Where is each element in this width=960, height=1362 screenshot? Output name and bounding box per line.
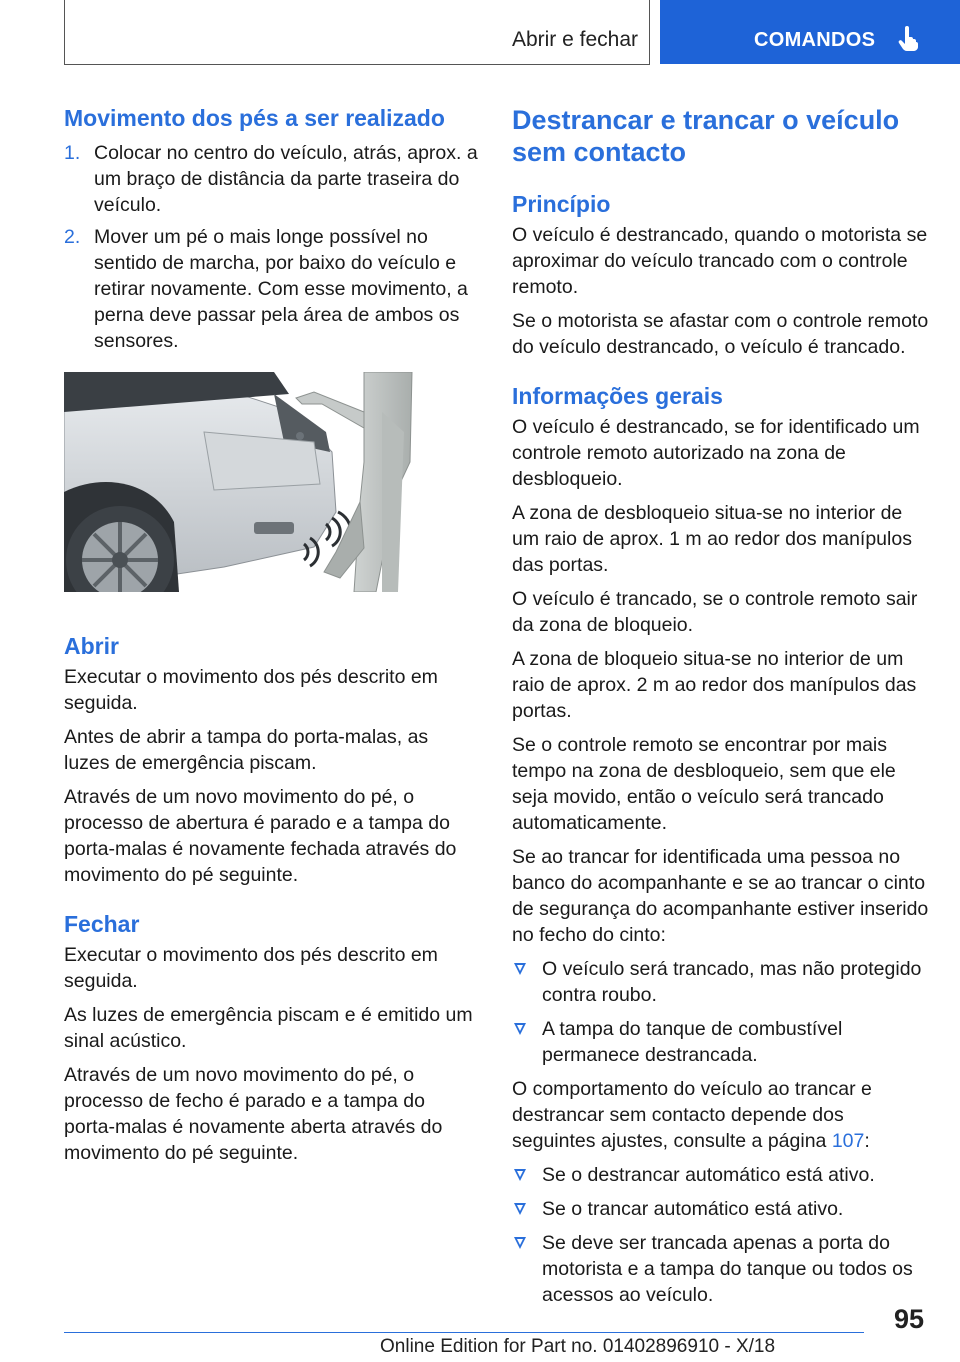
- foot-gesture-illustration: [64, 372, 418, 592]
- triangle-bullet-icon: [514, 1203, 526, 1215]
- open-paragraph: Antes de abrir a tampa do porta-malas, as luzes de emergência piscam.: [64, 726, 429, 774]
- heading-principle: Princípio: [512, 191, 611, 217]
- settings-intro-colon: :: [864, 1130, 870, 1152]
- list-item-text: A tampa do tanque de combustível permanece destrancada.: [542, 1018, 843, 1066]
- triangle-bullet-icon: [514, 1237, 526, 1249]
- step-number: 2.: [64, 226, 81, 248]
- general-paragraph: Se o controle remoto se encontrar por mais tempo na zona de desbloqueio, sem que ele seja movido, então o veículo será trancado automaticamente.: [512, 734, 896, 834]
- page-number: 95: [894, 1304, 925, 1334]
- heading-open: Abrir: [64, 633, 119, 659]
- close-paragraph: As luzes de emergência piscam e é emitido um sinal acústico.: [64, 1004, 473, 1052]
- settings-intro-paragraph: [512, 1076, 932, 1154]
- open-paragraph: Executar o movimento dos pés descrito em seguida.: [64, 666, 438, 714]
- close-paragraph: Através de um novo movimento do pé, o processo de fecho é parado e a tampa do porta-malas é novamente aberta através do movimento do pé seguinte.: [64, 1064, 443, 1164]
- triangle-bullet-icon: [514, 1169, 526, 1181]
- heading-general: Informações gerais: [512, 383, 723, 409]
- list-item: [512, 956, 932, 1008]
- list-item: [64, 140, 478, 218]
- footer-edition: Online Edition for Part no. 01402896910 - X/18: [380, 1336, 776, 1357]
- list-item-text: Se o trancar automático está ativo.: [542, 1198, 844, 1220]
- triangle-bullet-icon: [514, 1023, 526, 1035]
- open-paragraph: Através de um novo movimento do pé, o processo de abertura é parado e a tampa do porta-malas é novamente fechada através do movimento do pé seguinte.: [64, 786, 457, 886]
- principle-paragraph: Se o motorista se afastar com o controle remoto do veículo destrancado, o veículo é trancado.: [512, 310, 929, 358]
- right-column: [512, 104, 932, 1316]
- list-item: [512, 1016, 932, 1068]
- header-section-title: Abrir e fechar: [511, 28, 638, 51]
- chapter-tab-label: COMANDOS: [754, 29, 876, 51]
- list-item-text: Se o destrancar automático está ativo.: [542, 1164, 875, 1186]
- movement-steps: [64, 140, 478, 354]
- step-text: Mover um pé o mais longe possível no sentido de marcha, por baixo do veículo e retirar novamente. Com esse movimento, a perna deve passar pela área de ambos os sensores.: [94, 226, 468, 352]
- header-divider-mid: [649, 0, 650, 64]
- step-number: 1.: [64, 142, 81, 164]
- step-text: Colocar no centro do veículo, atrás, aprox. a um braço de distância da parte traseira do veículo.: [94, 142, 478, 216]
- heading-movement: Movimento dos pés a ser realizado: [64, 105, 445, 131]
- page-reference-link[interactable]: 107: [831, 1130, 865, 1152]
- settings-list: [512, 1162, 932, 1308]
- passenger-conditions-list: [512, 956, 932, 1068]
- principle-paragraph: O veículo é destrancado, quando o motorista se aproximar do veículo trancado com o controle remoto.: [512, 224, 928, 298]
- list-item-text: O veículo será trancado, mas não protegido contra roubo.: [542, 958, 922, 1006]
- car-rear-illustration: [64, 372, 418, 592]
- general-paragraph: A zona de desbloqueio situa-se no interior de um raio de aprox. 1 m ao redor dos manípulos das portas.: [512, 502, 912, 576]
- chapter-tab[interactable]: [660, 0, 960, 64]
- close-paragraph: Executar o movimento dos pés descrito em seguida.: [64, 944, 438, 992]
- heading-main: Destrancar e trancar o veículo sem contacto: [512, 105, 900, 167]
- list-item-text: Se deve ser trancada apenas a porta do motorista e a tampa do tanque ou todos os acessos ao veículo.: [542, 1232, 913, 1306]
- list-item: [512, 1162, 932, 1188]
- footer-divider: [64, 1332, 864, 1333]
- general-paragraph: O veículo é destrancado, se for identificado um controle remoto autorizado na zona de desbloqueio.: [512, 416, 920, 490]
- list-item: [64, 224, 478, 354]
- general-paragraph: Se ao trancar for identificada uma pessoa no banco do acompanhante e se ao trancar o cinto de segurança do acompanhante estiver inserido no fecho do cinto:: [512, 846, 929, 946]
- pointing-hand-icon: [898, 26, 920, 52]
- left-column: [64, 104, 478, 1166]
- heading-close: Fechar: [64, 911, 140, 937]
- header-divider-left: [64, 0, 65, 64]
- list-item: [512, 1196, 932, 1222]
- triangle-bullet-icon: [514, 963, 526, 975]
- settings-intro-text: O comportamento do veículo ao trancar e destrancar sem contacto depende dos seguintes ajustes, consulte a página: [512, 1078, 872, 1152]
- header-divider-bottom: [64, 64, 650, 65]
- list-item: [512, 1230, 932, 1308]
- general-paragraph: A zona de bloqueio situa-se no interior de um raio de aprox. 2 m ao redor dos manípulos das portas.: [512, 648, 917, 722]
- general-paragraph: O veículo é trancado, se o controle remoto sair da zona de bloqueio.: [512, 588, 918, 636]
